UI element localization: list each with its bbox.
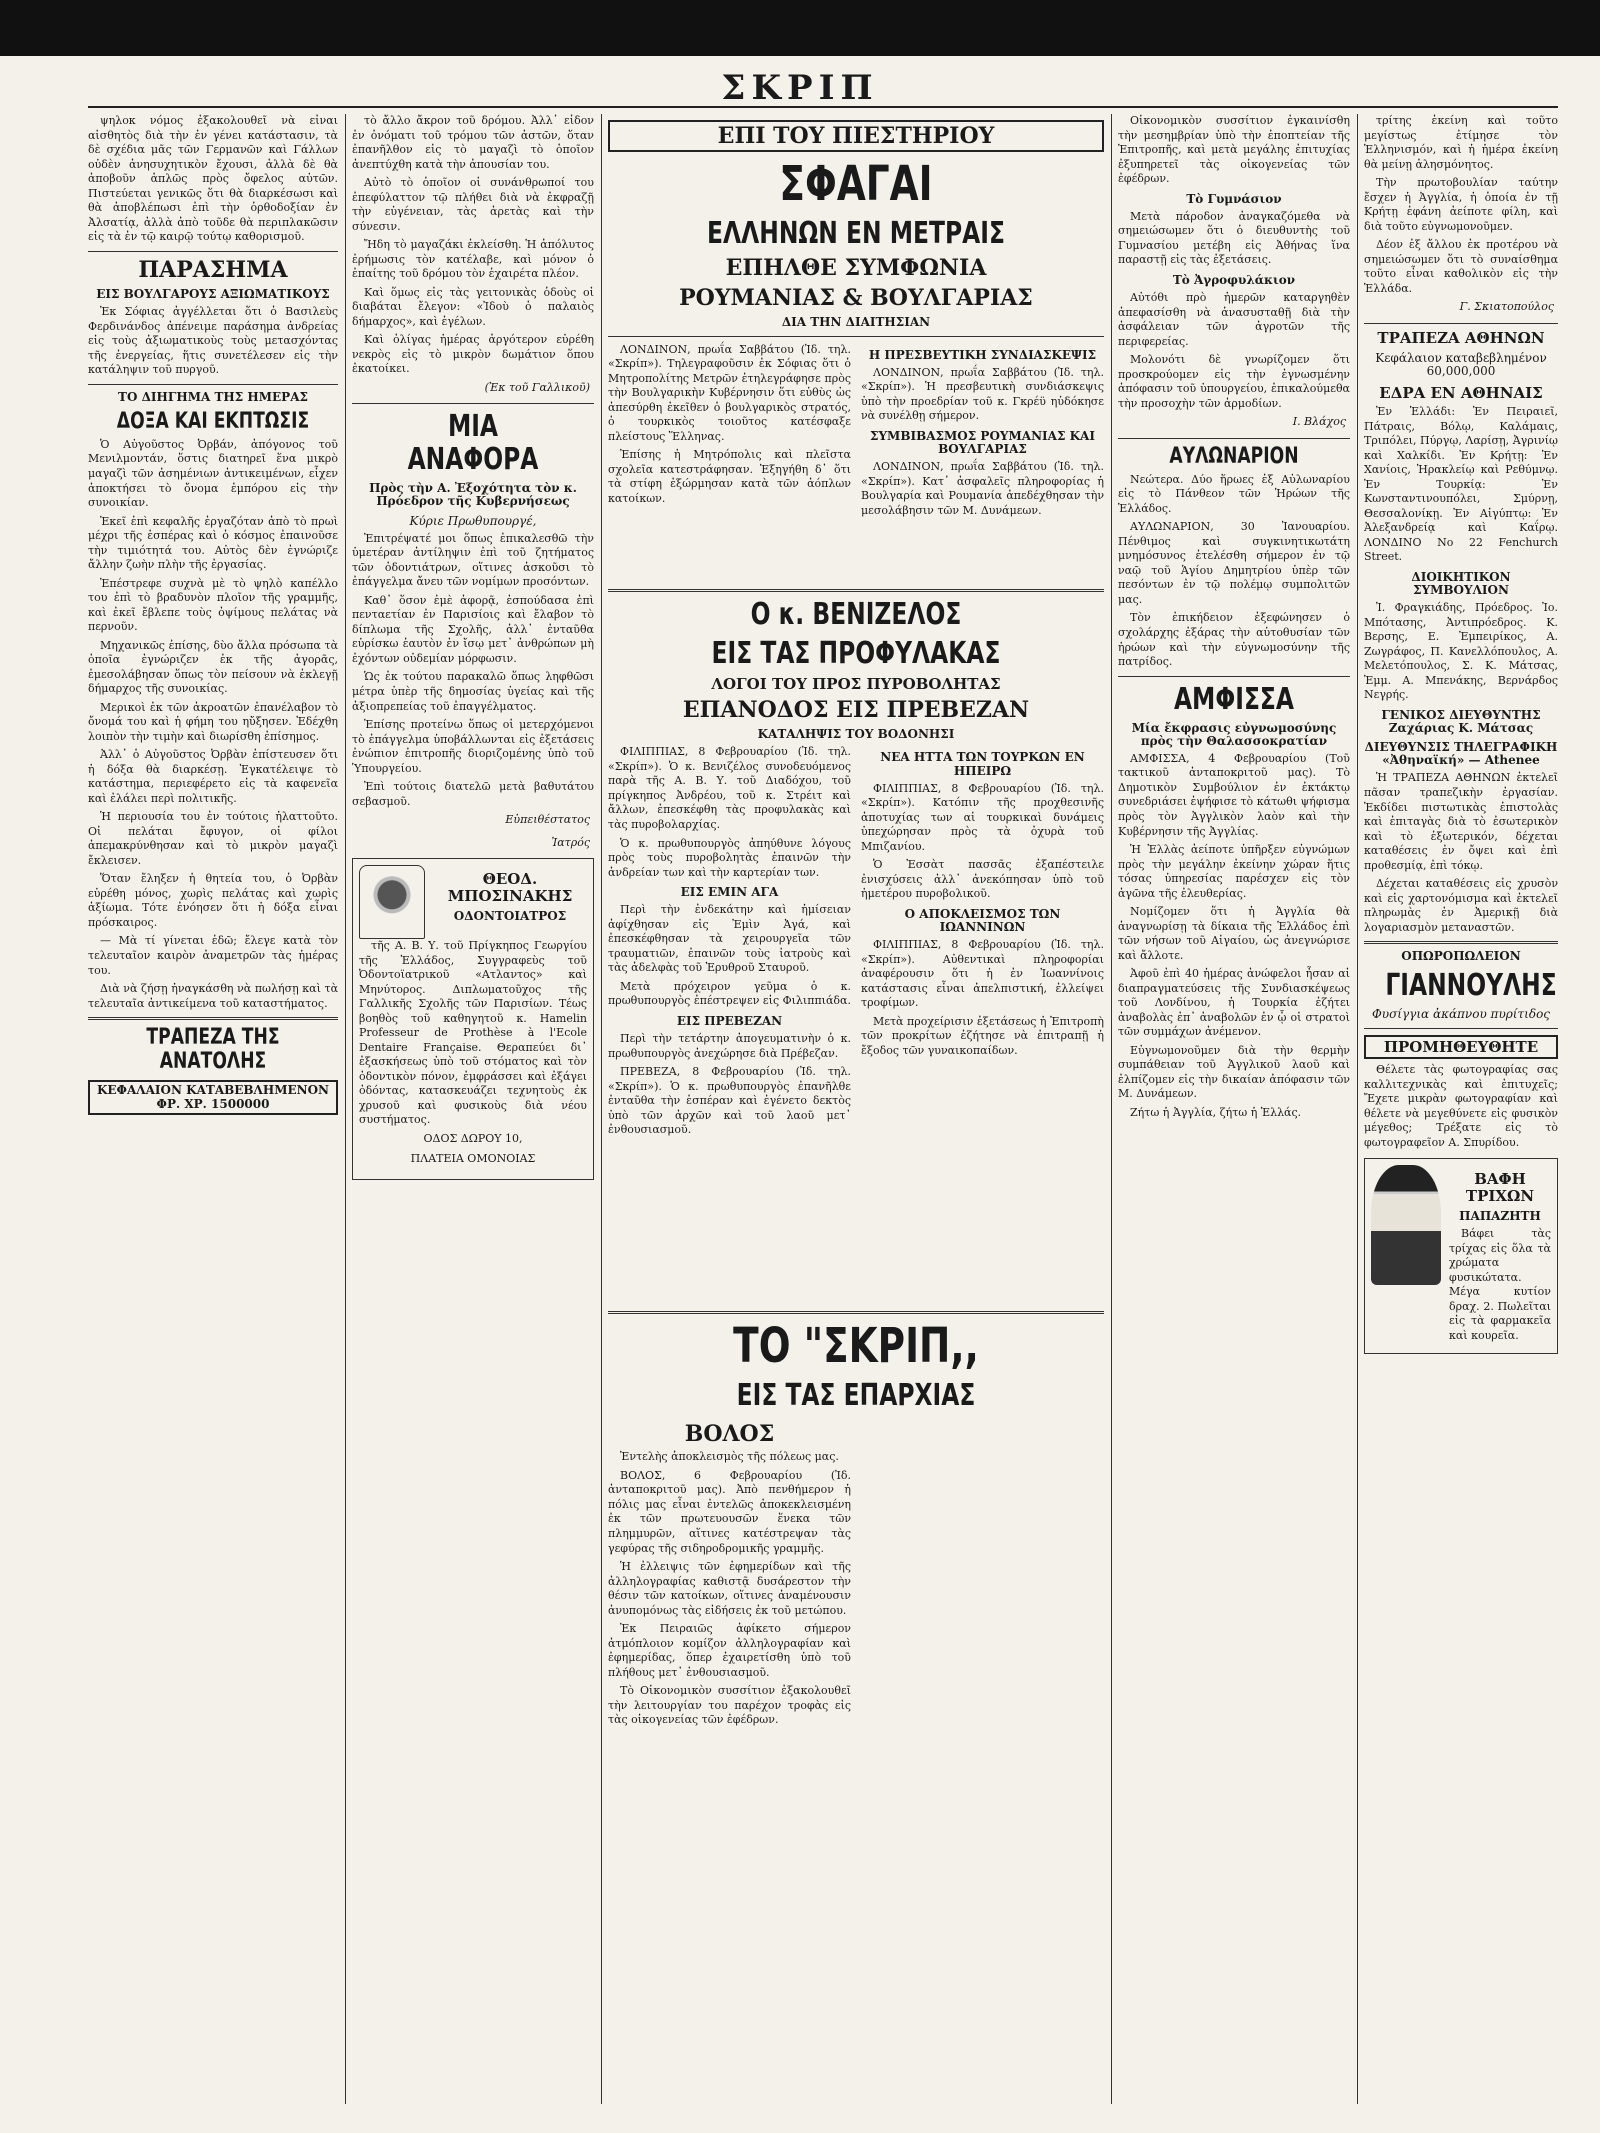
bank-anatolis-capital: ΚΕΦΑΛΑΙΟΝ ΚΑΤΑΒΕΒΛΗΜΕΝΟΝ ΦΡ. ΧΡ. 1500000: [88, 1080, 338, 1114]
venizelos-return: ΕΠΑΝΟΔΟΣ ΕΙΣ ΠΡΕΒΕΖΑΝ: [682, 697, 1030, 724]
main-subheadline: ΕΛΛΗΝΩΝ ΕΝ ΜΕΤΡΑΙΣ: [707, 215, 1005, 251]
paragraph: Αὐτὸ τὸ ὁποῖον οἱ συνάνθρωποί του ἐπεφύλαττον τῷ πλήθει διὰ νὰ ἐκφραζῇ τὴν εὐγένειαν, τὰς ἀρετὰς καὶ τὴν σύνεσιν.: [352, 176, 594, 233]
column-2: [352, 114, 594, 2104]
paragraph: — Μὰ τί γίνεται ἐδῶ; ἔλεγε κατὰ τὸν τελευταῖον καιρὸν ἀναμετρῶν τὰς ἡμέρας του.: [88, 934, 338, 977]
col1-lead: [88, 114, 338, 245]
preveza-body: [608, 1032, 851, 1138]
column-5: [1364, 114, 1558, 2104]
paragraph: Ἐκ Σόφιας ἀγγέλλεται ὅτι ὁ Βασιλεὺς Φερδινάνδος ἀπένειμε παράσημα ἀνδρείας εἰς τοὺς ἀξιωματικοὺς τοὺς μετασχόντας τῆς ἐνεργείας, ἥτις συνετέλεσεν εἰς τὴν κατάληψιν τοῦ πυργοῦ.: [88, 305, 338, 377]
divider: [88, 384, 338, 385]
story-source: (Ἐκ τοῦ Γαλλικοῦ): [484, 380, 590, 394]
report-body: [352, 532, 594, 809]
paragraph: Ἡ περιουσία του ἐν τούτοις ἠλαττοῦτο. Οἱ πελάται ἔφυγον, οἱ φίλοι ἀπεμακρύνθησαν καὶ τὸ μικρὸν μαγαζὶ ἔκλεισεν.: [88, 810, 338, 867]
paragraph: Ζήτω ἡ Ἀγγλία, ζήτω ἡ Ἑλλάς.: [1130, 1105, 1302, 1119]
paragraph: Ὁ κ. πρωθυπουργὸς ἀπηύθυνε λόγους πρὸς τοὺς πυροβολητὰς ἐπαινῶν τὴν ἀνδρείαν των καὶ τὴν καρτερίαν των.: [608, 836, 851, 879]
paragraph: Αὐτόθι πρὸ ἡμερῶν καταργηθὲν ἀπεφασίσθη νὰ ἀνασυσταθῇ διὰ τὴν ἀσφάλειαν τῶν ἀγροτῶν τῆς περιφερείας.: [1118, 291, 1350, 348]
divider: [608, 589, 1104, 592]
divider: [1364, 941, 1558, 944]
bank-athens-services: [1364, 771, 1558, 935]
turkish-defeat-body: [861, 782, 1104, 902]
paragraph: Οἰκονομικὸν συσσίτιον ἐγκαινίσθη τὴν μεσημβρίαν ὑπὸ τὴν ἐποπτείαν τῆς Ἐπιτροπῆς, καὶ μετὰ μεγάλης ἐπιτυχίας ἐξυπηρετεῖ τὰς οἰκογενείας τῶν ἐφέδρων.: [1118, 114, 1350, 186]
photo-advert-title: ΠΡΟΜΗΘΕΥΘΗΤΕ: [1364, 1035, 1558, 1060]
divider: [608, 1311, 1104, 1314]
divider: [1364, 323, 1558, 324]
board-title: ΔΙΟΙΚΗΤΙΚΟΝ ΣΥΜΒΟΥΛΙΟΝ: [1411, 569, 1511, 597]
paragraph: τρίτης ἐκείνη καὶ τοῦτο μεγίστως ἐτίμησε τὸν Ἑλληνισμόν, καὶ ἡ ἡμέρα ἐκείνη θὰ μείνῃ ἀλησμόνητος.: [1364, 114, 1558, 171]
paragraph: Δέον ἐξ ἄλλου ἐκ προτέρου νὰ σημειώσωμεν ὅτι τὸ συναίσθημα τοῦτο εἶναι καθολικὸν εἰς τὴν Ἑλλάδα.: [1364, 238, 1558, 295]
portrait-illustration-icon: [1371, 1165, 1441, 1285]
divider: [1364, 1028, 1558, 1029]
hair-dye-advert: [1364, 1158, 1558, 1354]
paragraph: Εὐγνωμονοῦμεν διὰ τὴν θερμὴν συμπάθειαν τοῦ Ἀγγλικοῦ λαοῦ καὶ ἐλπίζομεν εἰς τὴν δικαίαν ἀπόφασιν τῶν Μ. Δυνάμεων.: [1118, 1043, 1350, 1101]
paragraph: Ἐκ Πειραιῶς ἀφίκετο σήμερον ἀτμόπλοιον κομίζον ἀλληλογραφίαν καὶ ἐφημερίδας, ὅπερ ἐχαιρετίσθη ὑπὸ τοῦ πλήθους μετ᾿ ἐνθουσιασμοῦ.: [608, 1622, 851, 1679]
paragraph: Ἐπίσης προτείνω ὅπως οἱ μετερχόμενοι τὸ ἐπάγγελμα ὑποβάλλωνται εἰς ἐξετάσεις ἐνώπιον ἐπιτροπῆς διοριζομένης ὑπὸ τοῦ Ὑπουργείου.: [352, 718, 594, 775]
paragraph: ψηλοκ νόμος ἐξακολουθεῖ νὰ εἶναι αἰσθητὸς διὰ τὴν ἐν γένει κατάστασιν, τὰ δὲ σχέδια μᾶς τῶν Γερμανῶν καὶ Γάλλων οὐδὲν ἀνησυχητικὸν ἔχουσι, ἀλλὰ δὲ θὰ ἀποβοῦν ἁπλῶς πρὸς ὄφελος αὐτῶν. Πιστεύεται γενικῶς ὅτι θὰ διαρκέσωσι καὶ θὰ ἀποβλέπωσι ἐπὶ τὴν ὀρθοδοξίαν ἐν Ἀλσατίᾳ, ἀλλὰ ἀπὸ τοῦδε θὰ περιπλακῶσιν εἰς τὰ ἐν τῷ καιρῷ τούτῳ καθορισμοῦ.: [88, 114, 338, 244]
dentist-description: τῆς Α. Β. Υ. τοῦ Πρίγκηπος Γεωργίου τῆς Ἑλλάδος, Συγγραφεὺς τοῦ Ὀδοντοϊατρικοῦ «Ατλαντος» καὶ Μηνύτορος. Διπλωματοῦχος τῆς Γαλλικῆς Σχολῆς τῶν Παρισίων. Τέως βοηθὸς τοῦ καθηγητοῦ κ. Hamelin Professeur de Prothèse à l'Ecole Dentaire Française. Θεραπεύει δι᾿ ἐξασκήσεως ὑπὸ τοῦ στόματος καὶ τὸν ὀδοντικὸν πόνον, ἐμφράσσει καὶ ἐξάγει ὀδόντας, κατασκευάζει τεχνητοὺς ἐκ χρυσοῦ καὶ φυσικοὺς διὰ νέου συστήματος.: [359, 939, 587, 1127]
report-closing: Εὐπειθέστατος: [505, 813, 590, 827]
preveza-headline: ΕΙΣ ΠΡΕΒΕΖΑΝ: [676, 1013, 783, 1028]
divider: [1118, 438, 1350, 439]
paragraph: Μετὰ πρόχειρον γεῦμα ὁ κ. πρωθυπουργὸς ἐπέστρεψεν εἰς Φιλιππιάδα.: [608, 979, 851, 1008]
rural-guard-body: [1118, 291, 1350, 411]
paragraph: Μηχανικῶς ἐπίσης, δὺο ἄλλα πρόσωπα τὰ ὁποῖα ἐγνώριζεν ἐκ τῆς ἀγορᾶς, ἐμεσολάβησαν ὅπως τὸν πείσουν νὰ ἐκλεγῇ δήμαρχος τῆς συνοικίας.: [88, 638, 338, 696]
column-4: [1118, 114, 1350, 2104]
venizelos-headline: Ο κ. ΒΕΝΙΖΕΛΟΣ: [750, 596, 962, 632]
paragraph: Μολονότι δὲ γνωρίζομεν ὅτι προσκρούομεν εἰς τὴν ἐγνωσμένην ἀπόφασιν τοῦ ὑπουργείου, ἐπικαλούμεθα τὴν προσοχὴν τῶν ἁρμοδίων.: [1118, 353, 1350, 410]
paragraph: Ἐπέστρεφε συχνὰ μὲ τὸ ψηλὸ καπέλλο του ἐπὶ τὸ βραδυνὸν πλοῖον τῆς γραμμῆς, καὶ ἐκεῖ ἔβλεπε τοὺς ὀψίμους πελάτας νὰ περνοῦν.: [88, 576, 338, 634]
amfissa-headline: ΑΜΦΙΣΣΑ: [1173, 681, 1295, 717]
venizelos-body: [608, 745, 851, 880]
paragraph: Θέλετε τὰς φωτογραφίας σας καλλιτεχνικὰς καὶ ἐπιτυχεῖς; Ἔχετε μικρὰν φωτογραφίαν καὶ θέλετε νὰ μεγεθύνετε εἰς φυσικὸν μέγεθος; Τρέξατε εἰς τὸ φωτογραφεῖον Α. Σπυρίδου.: [1364, 1063, 1558, 1149]
venizelos-column-right: [861, 745, 1104, 1062]
eminaga-body: [608, 903, 851, 1009]
award-subhead: ΕΙΣ ΒΟΥΛΓΑΡΟΥΣ ΑΞΙΩΜΑΤΙΚΟΥΣ: [96, 286, 330, 301]
agreement-headline: ΕΠΗΛΘΕ ΣΥΜΦΩΝΙΑ: [725, 254, 987, 281]
newspaper-page: [88, 114, 1558, 2114]
paragraph: Ἐπίσης ἡ Μητρόπολις καὶ πλεῖστα σχολεῖα κατεστράφησαν. Ἐξηγήθη δ᾿ ὅτι τὰ στίφη ἐξώρμησαν κατὰ τῶν ἀόπλων κατοίκων.: [608, 448, 851, 505]
hair-dye-title: ΒΑΦΗ ΤΡΙΧΩΝ: [1465, 1170, 1535, 1205]
avlonarion-headline: ΑΥΛΩΝΑΡΙΟΝ: [1169, 443, 1299, 469]
bank-athens-branches: [1364, 405, 1558, 565]
paragraph: Ἐντελὴς ἀποκλεισμὸς τῆς πόλεως μας.: [620, 1450, 839, 1464]
masthead-rule: [88, 106, 1558, 108]
divider: [608, 336, 1104, 337]
paragraph: Νομίζομεν ὅτι ἡ Ἀγγλία θὰ ἀναγνωρίσῃ τὰ δίκαια τῆς Ἑλλάδος ἐπὶ τῶν νήσων τοῦ Αἰγαίου, ὡς ἀνεγνώρισε καὶ ἄλλοτε.: [1118, 905, 1350, 962]
dentist-title: ΟΔΟΝΤΟΙΑΤΡΟΣ: [453, 909, 567, 924]
venizelos-column-left: [608, 745, 851, 1141]
paragraph: ΦΙΛΙΠΠΙΑΣ, 8 Φεβρουαρίου (Ἰδ. τηλ. «Σκρίπ»). Αὐθεντικαὶ πληροφορίαι ἀναφέρουσιν ὅτι ἡ ἐν Ἰωαννίνοις κατάστασις εἶναι ἀπελπιστική, ἐλλείψει τροφίμων.: [861, 938, 1104, 1010]
settlement-body: [861, 460, 1104, 518]
agreement-countries: ΡΟΥΜΑΝΙΑΣ & ΒΟΥΛΓΑΡΙΑΣ: [679, 285, 1033, 312]
ioannina-headline: Ο ΑΠΟΚΛΕΙΣΜΟΣ ΤΩΝ ΙΩΑΝΝΙΝΩΝ: [904, 906, 1061, 935]
paragraph: Ἐπιτρέψατέ μοι ὅπως ἐπικαλεσθῶ τὴν ὑμετέραν ἀντίληψιν ἐπὶ τοῦ ζητήματος τῶν ὀδοντιάτρων, οἵτινες ἀσκοῦσι τὸ ἐπάγγελμα ἄνευ τῶν νομίμων προσόντων.: [352, 531, 594, 589]
gun-shop-tagline: Φυσίγγια ἀκάπνου πυρίτιδος: [1371, 1007, 1551, 1022]
conference-headline: Η ΠΡΕΣΒΕΥΤΙΚΗ ΣΥΝΔΙΑΣΚΕΨΙΣ: [868, 347, 1097, 362]
dentist-address-street: ΟΔΟΣ ΔΩΡΟΥ 10,: [423, 1131, 523, 1145]
venizelos-capture: ΚΑΤΑΛΗΨΙΣ ΤΟΥ ΒΟΔΟΝΗΣΙ: [757, 727, 955, 742]
paragraph: Μετὰ πάροδον ἀναγκαζόμεθα νὰ σημειώσωμεν ὅτι ὁ διευθυντὴς τοῦ Γυμνασίου μετέβη εἰς Ἀθήνας ἵνα παραστῇ εἰς τὰς ἐξετάσεις.: [1118, 209, 1350, 267]
amfissa-subheadline: Μία ἔκφρασις εὐγνωμοσύνης πρὸς τὴν Θαλασσοκρατίαν: [1131, 720, 1337, 748]
divider: [1118, 676, 1350, 677]
col4-top: [1118, 114, 1350, 187]
paragraph: Ἐπὶ τούτοις διατελῶ μετὰ βαθυτάτου σεβασμοῦ.: [352, 780, 594, 808]
report-headline: ΜΙΑ ΑΝΑΦΟΡΑ: [407, 409, 539, 478]
top-black-band: [0, 0, 1600, 56]
paragraph: Τὴν πρωτοβουλίαν ταύτην ἔσχεν ἡ Ἀγγλία, ἡ ὁποία ἐν τῇ Κρήτῃ ἐφάνη ἀείποτε φίλη, καὶ διὰ τοῦτο εὐγνωμονοῦμεν.: [1364, 176, 1558, 233]
divider: [88, 1017, 338, 1020]
paragraph: Νεώτερα. Δύο ἥρωες ἐξ Αὐλωναρίου εἰς τὸ Πάνθεον τῶν Ἡρώων τῆς Ἑλλάδος.: [1118, 472, 1350, 515]
paragraph: ΛΟΝΔΙΝΟΝ, πρωΐα Σαββάτου (Ἰδ. τηλ. «Σκρίπ»). Τηλεγραφοῦσιν ἐκ Σόφιας ὅτι ὁ Μητροπολίτης Μετρῶν ἐτηλεγράφησε πρὸς τὴν Βουλγαρικὴν Κυβέρνησιν ὅτι εὐθὺς ὡς ἀπεσύρθη ἐκεῖθεν ὁ βουλγαρικὸς στρατός, ὁ τουρκικὸς τοιοῦτος κατέσφαξε πλείστους Ἕλληνας.: [608, 342, 851, 443]
paragraph: Ἀφοῦ ἐπὶ 40 ἡμέρας ἀνώφελοι ἦσαν αἱ διαπραγματεύσεις τῆς Συνδιασκέψεως τοῦ Λονδίνου, ἡ Τουρκία ἐζήτει ἀναβολὰς ἐπ᾿ ἀναβολῶν ἐν ᾧ οἱ στρατοὶ τῶν συμμάχων ἀνέμενον.: [1118, 967, 1350, 1039]
divider: [352, 403, 594, 404]
general-manager: ΓΕΝΙΚΟΣ ΔΙΕΥΘΥΝΤΗΣ Ζαχάριας Κ. Μάτσας: [1381, 707, 1541, 735]
dentist-address-square: ΠΛΑΤΕΙΑ ΟΜΟΝΟΙΑΣ: [410, 1152, 536, 1166]
board-members: [1364, 601, 1558, 703]
paragraph: Περὶ τὴν ἐνδεκάτην καὶ ἡμίσειαν ἀφίχθησαν εἰς Ἐμὶν Ἀγά, καὶ ἐπεσκέφθησαν τὰ χειρουργεῖα τῶν τραυματιῶν, ἐπαινῶν τοὺς ἰατροὺς καὶ τὰς ἀδελφὰς τοῦ Ἐρυθροῦ Σταυροῦ.: [608, 903, 851, 975]
avlonarion-body: [1118, 473, 1350, 670]
column-3-front: [608, 114, 1104, 2104]
paragraph: Περὶ τὴν τετάρτην ἀπογευματινὴν ὁ κ. πρωθυπουργὸς ἀνεχώρησε διὰ Πρέβεζαν.: [608, 1032, 851, 1060]
agreement-purpose: ΔΙΑ ΤΗΝ ΔΙΑΙΤΗΣΙΑΝ: [781, 315, 931, 330]
hair-dye-maker: ΠΑΠΑΖΗΤΗ: [1459, 1209, 1541, 1224]
correspondent-signature: Ι. Βλάχος: [1292, 415, 1346, 429]
paragraph: Ἤδη τὸ μαγαζάκι ἐκλείσθη. Ἡ ἀπόλυτος ἐρήμωσις τὸν κατέλαβε, καὶ μόνον ὁ ἐπαίτης τοῦ δρόμου τὸν ἐχαιρέτα πλέον.: [352, 238, 594, 281]
paragraph: ΑΥΛΩΝΑΡΙΟΝ, 30 Ἰανουαρίου. Πένθιμος καὶ συγκινητικωτάτη μνημόσυνος ἐτελέσθη σήμερον ἐν τῷ ναῷ τοῦ Ἁγίου Δημητρίου ὑπὲρ τῶν πεσόντων ἐν τῷ πολέμῳ συμπολιτῶν μας.: [1118, 520, 1350, 606]
dispatch-block-2: [608, 745, 1104, 1305]
paragraph: ΠΡΕΒΕΖΑ, 8 Φεβρουαρίου (Ἰδ. τηλ. «Σκρίπ»). Ὁ κ. πρωθυπουργὸς ἐπανῆλθε ἐνταῦθα τὴν ἑσπέραν καὶ ἐγένετο δεκτὸς ὑπὸ τῶν ἀρχῶν καὶ τοῦ λαοῦ μετ᾿ ἐνθουσιασμοῦ.: [608, 1065, 851, 1137]
paragraph: ΦΙΛΙΠΠΙΑΣ, 8 Φεβρουαρίου (Ἰδ. τηλ. «Σκρίπ»). Κατόπιν τῆς προχθεσινῆς ἀποτυχίας των αἱ τουρκικαὶ δυνάμεις ὑπεχώρησαν πρὸς τὰ ὀχυρὰ τοῦ Μπιζανίου.: [861, 781, 1104, 853]
paragraph: ΦΙΛΙΠΠΙΑΣ, 8 Φεβρουαρίου (Ἰδ. τηλ. «Σκρίπ»). Ὁ κ. Βενιζέλος συνοδευόμενος παρὰ τῆς Α. Β. Υ. τοῦ Διαδόχου, τοῦ πρίγκηπος Ἀνδρέου, τοῦ κ. Στρέιτ καὶ ἄλλων, ἐπεσκέφθη τὰς προφυλακὰς καὶ τὰς πυροβολαρχίας.: [608, 745, 851, 831]
paragraph: Διὰ νὰ ζήσῃ ἠναγκάσθη νὰ πωλήσῃ καὶ τὰ τελευταῖα ἀντικείμενα τοῦ καταστήματος.: [88, 982, 338, 1010]
volos-headline: ΒΟΛΟΣ: [684, 1421, 775, 1448]
gymnasium-headline: Τὸ Γυμνάσιον: [1186, 191, 1282, 206]
press-label: ΕΠΙ ΤΟΥ ΠΙΕΣΤΗΡΙΟΥ: [608, 120, 1104, 152]
award-body: [88, 305, 338, 378]
paragraph: Καὶ ὅμως εἰς τὰς γειτονικὰς ὁδοὺς οἱ διαβάται ἔλεγον: «Ἰδοὺ ὁ παλαιὸς δήμαρχος», καὶ ἐγέλων.: [352, 285, 594, 328]
dispatch-block-1: [608, 343, 1104, 583]
ioannina-body: [861, 938, 1104, 1058]
volos-left: [608, 1416, 851, 1731]
paragraph: Μετὰ προχείρισιν ἐξετάσεως ἡ Ἐπιτροπὴ τῶν προκρίτων ἐζήτησε νὰ ἐπιτραπῇ ἡ ἔξοδος τῶν γυναικοπαίδων.: [861, 1014, 1104, 1057]
dispatch-right: [861, 343, 1104, 523]
bank-athens-seat: ΕΔΡΑ ΕΝ ΑΘΗΝΑΙΣ: [1379, 383, 1543, 402]
paragraph: Ὁ Ἐσσὰτ πασσᾶς ἐξαπέστειλε ἐνισχύσεις ἀλλ᾿ ἀνεκόπησαν ὑπὸ τοῦ ἡμετέρου πυροβολικοῦ.: [861, 858, 1104, 901]
paragraph: Τὸ Οἰκονομικὸν συσσίτιον ἐξακολουθεῖ τὴν λειτουργίαν του παρέχον τροφὰς εἰς τὰς οἰκογενείας τῶν ἐφέδρων.: [608, 1684, 851, 1727]
report-signature: Ἰατρός: [551, 835, 590, 849]
column-rule: [345, 114, 346, 2104]
skrip-provinces-title: ΤΟ "ΣΚΡΙΠ,,: [733, 1318, 979, 1375]
award-headline: ΠΑΡΑΣΗΜΑ: [138, 256, 288, 283]
paragraph: Τὸν ἐπικήδειον ἐξεφώνησεν ὁ σχολάρχης ἐξάρας τὴν αὐτοθυσίαν τῶν ἡρώων καὶ τὴν εὐγνωμοσύνην τῆς πατρίδος.: [1118, 611, 1350, 669]
volos-block: [608, 1416, 1104, 1816]
venizelos-subheadline: ΕΙΣ ΤΑΣ ΠΡΟΦΥΛΑΚΑΣ: [711, 635, 1001, 671]
paragraph: ΛΟΝΔΙΝΟΝ, πρωΐα Σαββάτου (Ἰδ. τηλ. «Σκρίπ»). Κατ᾿ ἀσφαλεῖς πληροφορίας ἡ Βουλγαρία καὶ Ρουμανία ἀπεδέχθησαν τὴν μεσολάβησιν τῶν Μ. Δυνάμεων.: [861, 460, 1104, 517]
metrai-dispatch: [608, 343, 851, 511]
paragraph: ΑΜΦΙΣΣΑ, 4 Φεβρουαρίου (Τοῦ τακτικοῦ ἀνταποκριτοῦ μας). Τὸ Δημοτικὸν Συμβούλιον ἐν ἐκτάκτῳ συνεδριάσει ἐψήφισε τὸ κάτωθι ψήφισμα πρὸς τὸν Ἀγγλικὸν λαὸν καὶ τὴν Κυβέρνησιν τῆς Ἀγγλίας.: [1118, 751, 1350, 838]
gun-shop-name: ΓΙΑΝΝΟΥΛΗΣ: [1385, 968, 1557, 1004]
settlement-headline: ΣΥΜΒΙΒΑΣΜΟΣ ΡΟΥΜΑΝΙΑΣ ΚΑΙ ΒΟΥΛΓΑΡΙΑΣ: [870, 428, 1095, 456]
royal-crest-icon: [359, 865, 425, 939]
paragraph: Ἡ ἐλλειψις τῶν ἐφημερίδων καὶ τῆς ἀλληλογραφίας καθιστᾷ δυσάρεστον τὴν θέσιν τῶν κατοίκων, οἵτινες ἀναμένουσιν ἀνυπομόνως τὰς εἰδήσεις ἐκ τοῦ μετώπου.: [608, 1560, 851, 1617]
story-headline: ΔΟΞΑ ΚΑΙ ΕΚΠΤΩΣΙΣ: [116, 408, 310, 434]
paragraph: Δέχεται καταθέσεις εἰς χρυσὸν καὶ εἰς χαρτονόμισμα καὶ ἐκτελεῖ πληρωμὰς ἐν Ἀμερικῇ διὰ λογαριασμὸν μεταναστῶν.: [1364, 877, 1558, 934]
bank-anatolis-title: ΤΡΑΠΕΖΑ ΤΗΣ ΑΝΑΤΟΛΗΣ: [146, 1025, 280, 1075]
photo-advert-body: [1364, 1063, 1558, 1150]
paragraph: ΛΟΝΔΙΝΟΝ, πρωΐα Σαββάτου (Ἰδ. τηλ. «Σκρίπ»). Ἡ πρεσβευτικὴ συνδιάσκεψις ὑπὸ τὴν προεδρίαν τοῦ κ. Γκρέϋ ηὐδόκησε νὰ συνέλθῃ σήμερον.: [861, 365, 1104, 423]
bank-athens-title: ΤΡΑΠΕΖΑ ΑΘΗΝΩΝ: [1377, 328, 1545, 347]
paragraph: Ἐκεῖ ἐπὶ κεφαλῆς ἐργαζόταν ἀπὸ τὸ πρωὶ μέχρι τῆς ἑσπέρας καὶ ὁ κόσμος ἐπαινοῦσε τὴν τιμιότητά του. Αὐτὸς δὲν ἐγνώριζε ἄλλην ζωὴν πλὴν τῆς ἐργασίας.: [88, 514, 338, 572]
paragraph: Ἡ Ἑλλὰς ἀείποτε ὑπῆρξεν εὐγνώμων πρὸς τὴν μεγάλην ἐκείνην χώραν ἥτις τόσας ὑπηρεσίας παρέσχεν εἰς τὸν ἀγῶνα τῆς ἐλευθερίας.: [1118, 843, 1350, 900]
paragraph: Ἡ ΤΡΑΠΕΖΑ ΑΘΗΝΩΝ ἐκτελεῖ πᾶσαν τραπεζικὴν ἐργασίαν. Ἐκδίδει πιστωτικὰς ἐπιστολὰς καὶ ἐπιταγὰς διὰ τὸ ἐσωτερικὸν καὶ τὸ ἐξωτερικόν, δέχεται καταθέσεις ἐν ὄψει καὶ ἐπὶ προθεσμίᾳ, ἐπὶ τόκῳ.: [1364, 771, 1558, 872]
paragraph: Ὁ Αὐγοῦστος Ὀρβάν, ἀπόγονος τοῦ Μενιλμοντάν, ὅστις διατηρεῖ ἕνα μικρὸ μαγαζὶ τῶν ἀσημένιων ἀντικειμένων, εἶχεν ἀποκτήσει τὸ ὄνομα ἐμπόρου εἰς τὴν συνοικίαν.: [88, 437, 338, 510]
newspaper-masthead: ΣΚΡΙΠ: [721, 68, 879, 108]
paragraph: Ἰ. Φραγκιάδης, Πρόεδρος. Ἰο. Μπότασης, Ἀντιπρόεδρος. Κ. Βερσης, Ε. Ἐμπειρίκος, Α. Ζωγράφος, Π. Κανελλόπουλος, Α. Μελετόπουλος, Σ. Κ. Μάτσας, Ἐμμ. Α. Μπενάκης, Βερνάρδος Νεγρής.: [1364, 601, 1558, 702]
gun-shop-label: ΟΠΩΡΟΠΩΛΕΙΟΝ: [1401, 949, 1521, 964]
paragraph: Καὶ ὁλίγας ἡμέρας ἀργότερον εὑρέθη νεκρὸς εἰς τὸ μικρὸν δωμάτιον ὅπου ἐκατοίκει.: [352, 333, 594, 376]
story-label: ΤΟ ΔΙΗΓΗΜΑ ΤΗΣ ΗΜΕΡΑΣ: [118, 389, 308, 404]
eminaga-headline: ΕΙΣ ΕΜΙΝ ΑΓΑ: [680, 885, 779, 900]
divider: [88, 251, 338, 252]
paragraph: Ἐν Ἑλλάδι: Ἐν Πειραιεῖ, Πάτραις, Βόλῳ, Καλάμαις, Τριπόλει, Πύργῳ, Λαρίσῃ, Ἀγρινίῳ καὶ Χαλκίδι. Ἐν Κρήτῃ: Ἐν Χανίοις, Ἡρακλείῳ καὶ Ρεθύμνῳ. Ἐν Τουρκίᾳ: Ἐν Κωνσταντινουπόλει, Σμύρνῃ, Θεσσαλονίκῃ. Ἐν Αἰγύπτῳ: Ἐν Ἀλεξανδρείᾳ καὶ Καΐρῳ. ΛΟΝΔΙΝΟ Νο 22 Fenchurch Street.: [1364, 405, 1558, 564]
rural-guard-headline: Τὸ Ἀγροφυλάκιον: [1172, 272, 1296, 287]
column-rule: [1357, 114, 1358, 2104]
telegraph-address: ΔΙΕΥΘΥΝΣΙΣ ΤΗΛΕΓΡΑΦΙΚΗ «Ἀθηναϊκή» — Athenee: [1364, 740, 1558, 768]
paragraph: Ὡς ἐκ τούτου παρακαλῶ ὅπως ληφθῶσι μέτρα ὑπὲρ τῆς δημοσίας ὑγείας καὶ τῆς ἀξιοπρεπείας τοῦ ἐπαγγέλματος.: [352, 670, 594, 713]
main-headline: ΣΦΑΓΑΙ: [779, 156, 933, 213]
col5-top: [1364, 114, 1558, 296]
volos-body: [608, 1450, 851, 1727]
conference-body: [861, 366, 1104, 424]
venizelos-speech: ΛΟΓΟΙ ΤΟΥ ΠΡΟΣ ΠΥΡΟΒΟΛΗΤΑΣ: [711, 674, 1001, 693]
column-rule: [601, 114, 602, 2104]
skrip-provinces-subtitle: ΕΙΣ ΤΑΣ ΕΠΑΡΧΙΑΣ: [736, 1378, 976, 1414]
dentist-advert: [352, 858, 594, 1180]
bank-athens-capital: Κεφάλαιον καταβεβλημένον 60,000,000: [1375, 351, 1547, 379]
report-recipient: Πρὸς τὴν Α. Ἐξοχότητα τὸν κ. Πρόεδρον τῆς Κυβερνήσεως: [369, 481, 577, 509]
column-rule: [1111, 114, 1112, 2104]
article-signature: Γ. Σκιατοπούλος: [1459, 300, 1554, 314]
dentist-name: ΘΕΟΔ. ΜΠΟΣΙΝΑΚΗΣ: [447, 870, 573, 905]
paragraph: Μερικοὶ ἐκ τῶν ἀκροατῶν ἐπανέλαβον τὸ ὄνομά του καὶ ἡ φήμη του ηὔξησεν. Ἐδέχθη λοιπὸν τὴν τιμὴν καὶ διωρίσθη ἐπίσημος.: [88, 700, 338, 743]
turkish-defeat-headline: ΝΕΑ ΗΤΤΑ ΤΩΝ ΤΟΥΡΚΩΝ ΕΝ ΗΠΕΙΡΩ: [880, 750, 1085, 778]
paragraph: Ἀλλ᾿ ὁ Αὐγοῦστος Ὀρβὰν ἐπίστευσεν ὅτι ἡ δόξα θὰ διαρκέσῃ. Ἐγκατέλειψε τὸ κατάστημα, περιεφέρετο εἰς τὰ καφενεῖα καὶ ἐλάλει περὶ πολιτικῆς.: [88, 748, 338, 805]
report-salutation: Κύριε Πρωθυπουργέ,: [409, 513, 537, 528]
hair-dye-description: Βάφει τὰς τρίχας εἰς ὅλα τὰ χρώματα φυσικώτατα. Μέγα κυτίον δραχ. 2. Πωλεῖται εἰς τὰ φαρμακεῖα καὶ κουρεῖα.: [1449, 1227, 1551, 1342]
column-1: [88, 114, 338, 2104]
col2-top: [352, 114, 594, 377]
paragraph: τὸ ἄλλο ἄκρον τοῦ δρόμου. Ἀλλ᾿ εἶδον ἐν ὀνόματι τοῦ τρόμου τῶν ἀστῶν, ὅταν ἐπανῆλθον εἰς τὸ μαγαζὶ τὸ ὁποῖον ἀνεπτύχθη κατὰ τὴν ἀπουσίαν του.: [352, 114, 594, 171]
paragraph: ΒΟΛΟΣ, 6 Φεβρουαρίου (Ἰδ. ἀνταποκριτοῦ μας). Ἀπὸ πενθήμερον ἡ πόλις μας εἶναι ἐντελῶς ἀποκεκλεισμένη ἐκ τῶν πρωτευουσῶν ἕνεκα τῶν πλημμυρῶν, αἵτινες κατέστρεψαν τὰς γεφύρας τῆς σιδηροδρομικῆς γραμμῆς.: [608, 1468, 851, 1555]
amfissa-body: [1118, 752, 1350, 1120]
paragraph: Καθ᾿ ὅσον ἐμὲ ἀφορᾷ, ἐσπούδασα ἐπὶ πενταετίαν ἐν Παρισίοις καὶ ἔλαβον τὸ δίπλωμα τῆς Σχολῆς, ἀλλ᾿ ἐνταῦθα εὑρίσκω ἑαυτὸν ἐν ἴσῳ μετ᾿ ἀνθρώπων μὴ ἐχόντων οὐδεμίαν μόρφωσιν.: [352, 593, 594, 665]
story-body: [88, 438, 338, 1011]
gymnasium-body: [1118, 210, 1350, 268]
paragraph: Ὅταν ἔληξεν ἡ θητεία του, ὁ Ὀρβὰν εὑρέθη μόνος, χωρὶς πελάτας καὶ χωρὶς ἀξίωμα. Τότε ἐνόησεν ὅτι ἡ δόξα εἶναι πρόσκαιρος.: [88, 872, 338, 929]
